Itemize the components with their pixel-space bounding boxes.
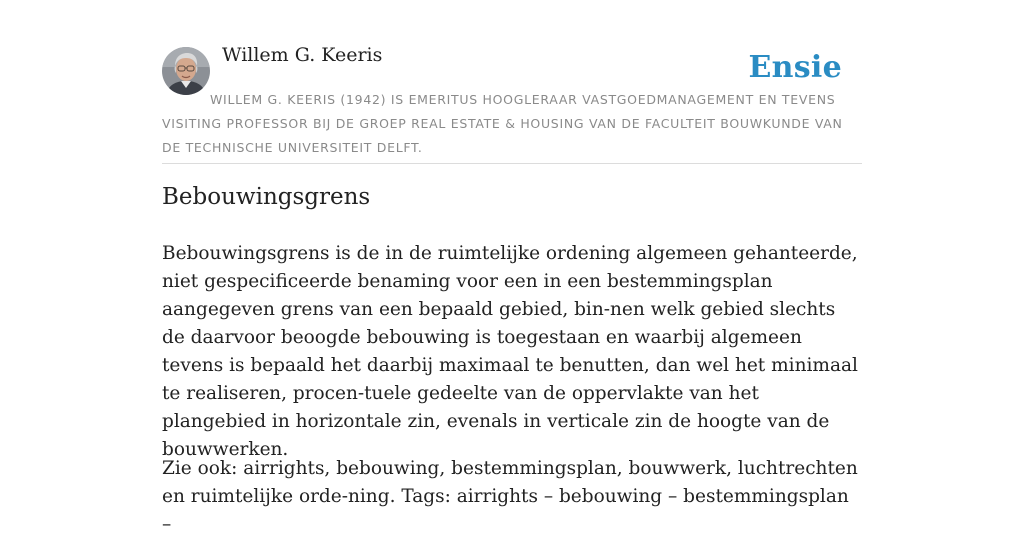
site-logo[interactable]: Ensie [748,50,842,85]
article-paragraph-see-also: Zie ook: airrights, bebouwing, bestemmingsplan, bouwwerk, luchtrechten en ruimtelijke orde-ning. Tags: airrights – bebouwing – bestemmingsplan – [162,458,858,535]
article-paragraph-definition: Bebouwingsgrens is de in de ruimtelijke ordening algemeen gehanteerde, niet gespecificeerde benaming voor een in een bestemmingsplan aangegeven grens van een bepaald gebied, bin-nen welk gebied slechts de daarvoor beoogde bebouwing is toegestaan en waarbij algemeen tevens is bepaald het daarbij maximaal te benutten, dan wel het minimaal te realiseren, procen-tuele gedeelte van de oppervlakte van het plangebied in horizontale zin, evenals in verticale zin de hoogte van de bouwwerken. [162,243,858,460]
content-column [162,0,862,535]
author-header [162,0,862,164]
author-name[interactable]: Willem G. Keeris [222,44,383,66]
author-bio: WILLEM G. KEERIS (1942) IS EMERITUS HOOGLERAAR VASTGOEDMANAGEMENT EN TEVENS VISITING PROFESSOR BIJ DE GROEP REAL ESTATE & HOUSING VAN DE FACULTEIT BOUWKUNDE VAN DE TECHNISCHE UNIVERSITEIT DELFT. [162,92,843,155]
article-title: Bebouwingsgrens [162,184,371,210]
